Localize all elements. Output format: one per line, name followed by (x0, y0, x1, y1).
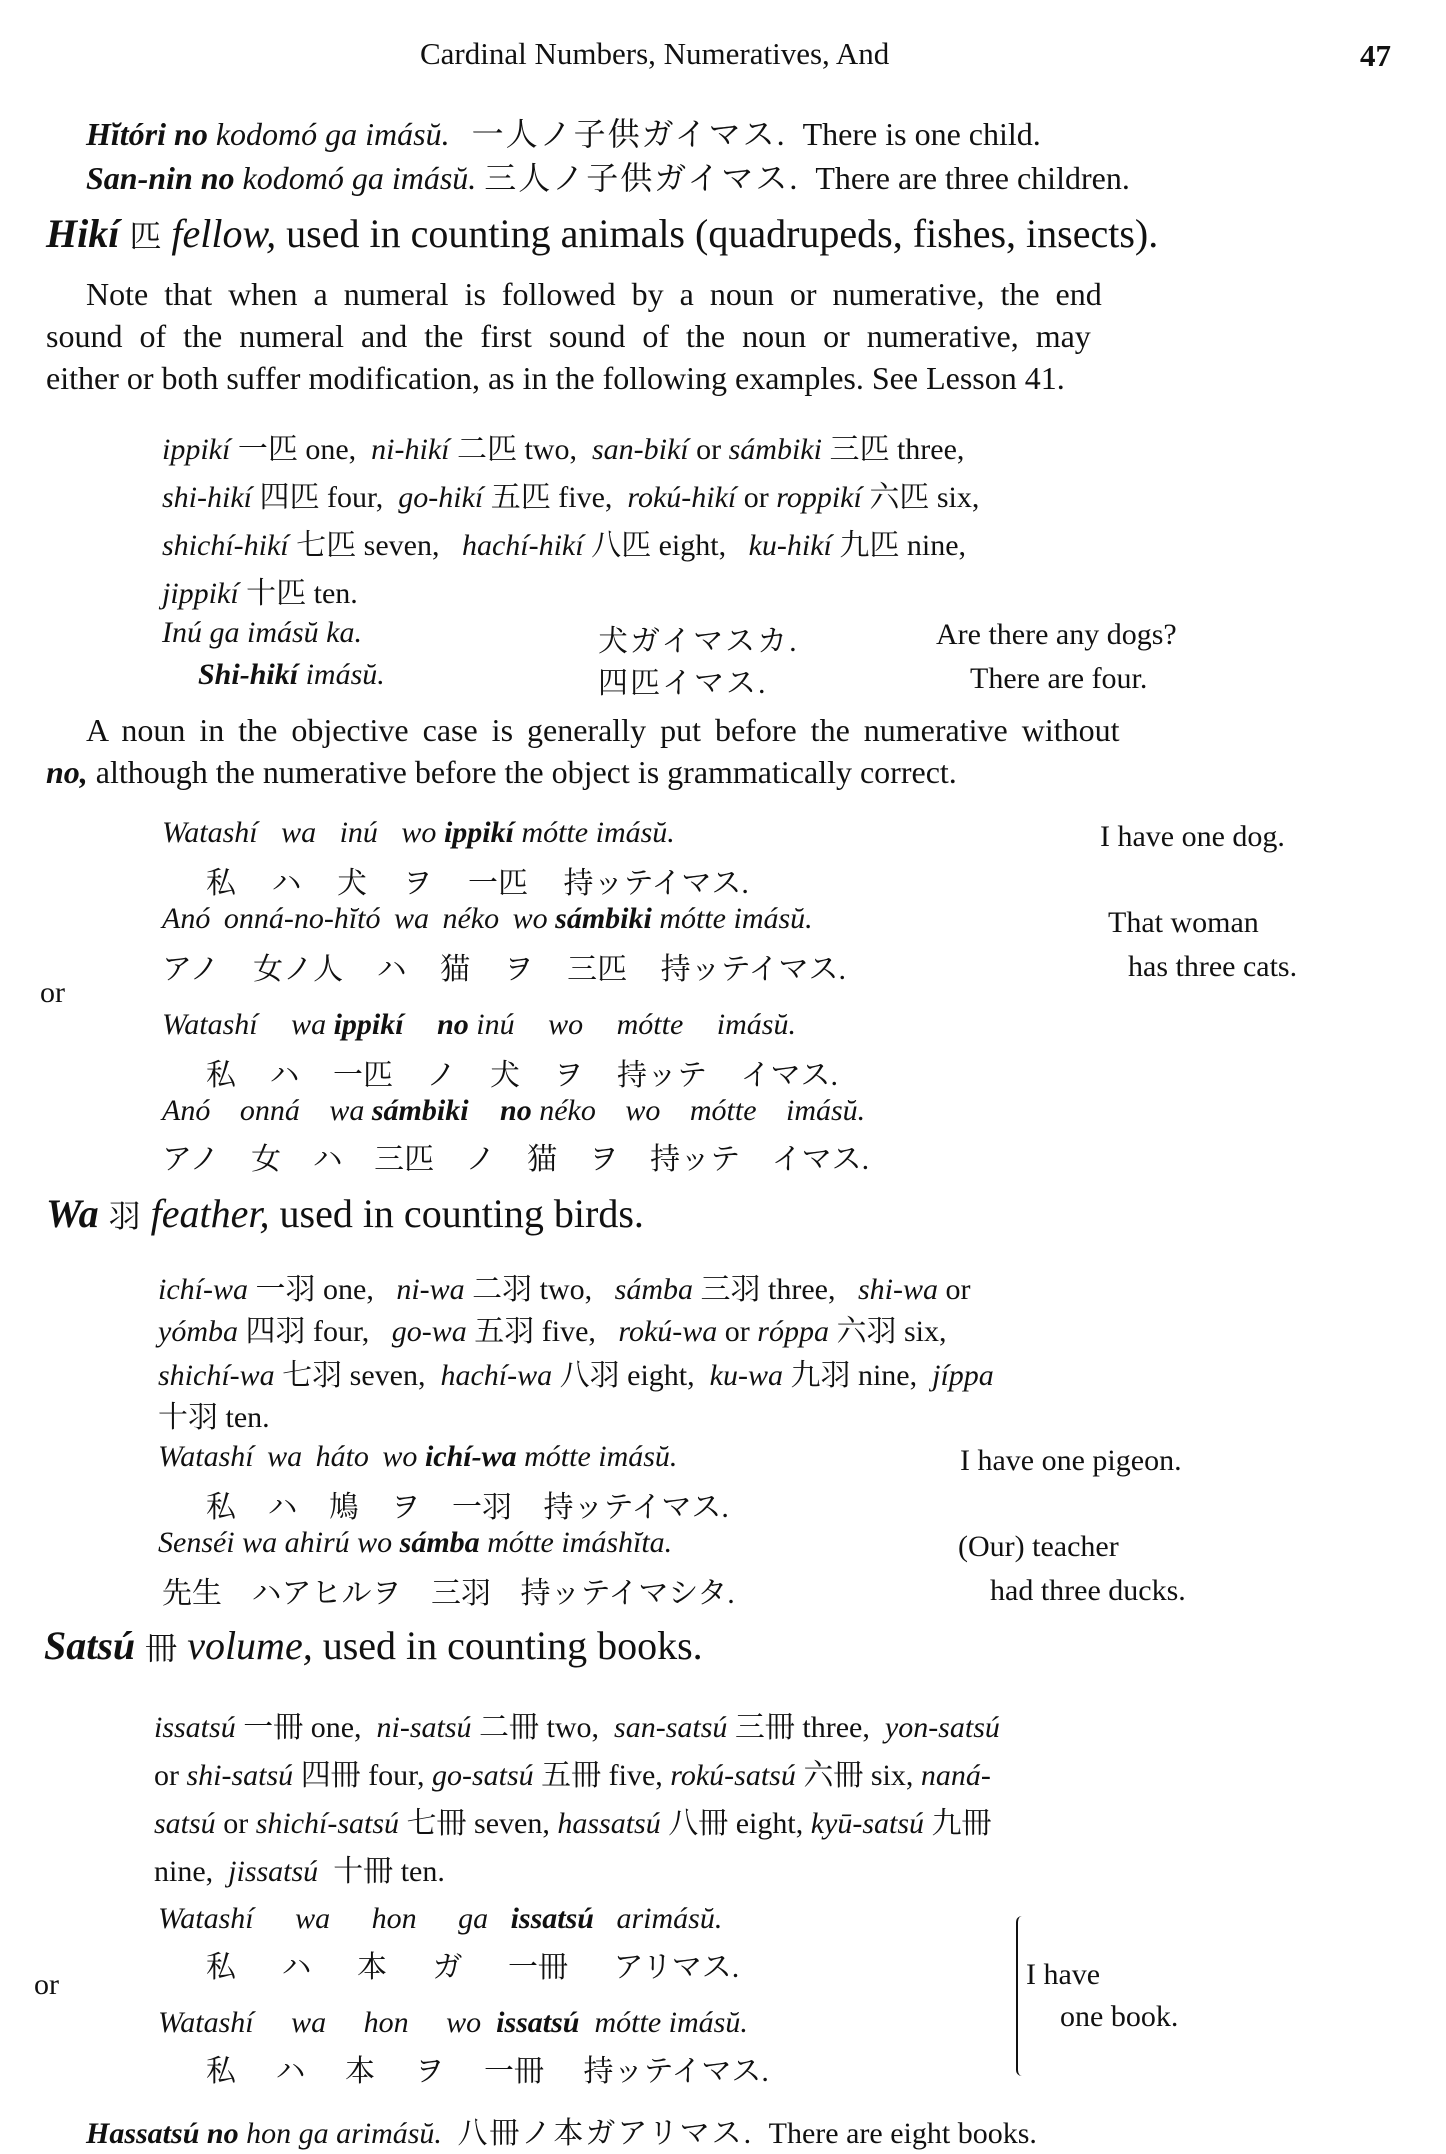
satsu-english-2: one book. (1060, 2000, 1179, 2033)
satsu-l2-1-k: 五冊 (541, 1759, 602, 1792)
wa-e2_a: Senséi wa ahirú wo (158, 1526, 393, 1559)
wa-row2-1-r: go-wa (391, 1315, 467, 1348)
satsu-final-line (86, 2108, 1037, 2152)
wa-row1-2-k: 三羽 (700, 1273, 761, 1306)
satsu-l2-0-r: shi-satsú (186, 1759, 294, 1792)
satsu-l2_or: or (154, 1759, 179, 1792)
dog-question-english: Are there any dogs? (936, 618, 1177, 651)
hiki-para-1: Note that when a numeral is followed by a noun or numerative, the end (86, 276, 1102, 312)
wa-count-row-4 (158, 1392, 270, 1436)
satsu-l3_a: satsú (154, 1807, 216, 1840)
satsu-l1-0-k: 一冊 (243, 1711, 304, 1744)
satsu-l3-1-e: eight, (735, 1807, 804, 1840)
satsu-l2-1-r: go-satsú (431, 1759, 534, 1792)
wa-e1_a: Watashí wa háto wo (158, 1440, 418, 1473)
wa-row3-2-k: 九羽 (790, 1359, 851, 1392)
satsu-l3-1-k: 八冊 (668, 1807, 729, 1840)
satsu-l2-1-e: five, (608, 1759, 663, 1792)
wa-example-2 (158, 1526, 672, 1560)
hiki-example-4-kana: アノ 女 ハ 三匹 ノ 猫 ヲ 持ッテ イマス. (162, 1143, 870, 1176)
hiki-c10k: 十匹 (246, 577, 307, 610)
wa-head: Wa (46, 1191, 99, 1236)
wa-row1-3-e: or (945, 1273, 971, 1306)
hiki-c6: rokú-hikí (627, 481, 737, 514)
hiki-example-1-kana: 私 ハ 犬 ヲ 一匹 持ッテイマス. (206, 867, 749, 900)
wa-e2_b: sámba (399, 1526, 480, 1559)
intro-1-kana: 一人ノ子供ガイマス. (471, 116, 787, 152)
hiki-example-2 (162, 902, 813, 936)
satsu-l3-2-k: 九冊 (931, 1807, 992, 1840)
hiki-example-2-kana: アノ 女ノ人 ハ 猫 ヲ 三匹 持ッテイマス. (162, 953, 846, 986)
hiki-c7k: 七匹 (296, 529, 357, 562)
satsu-l4_a: nine, (154, 1855, 214, 1888)
hiki-example-4 (162, 1094, 865, 1128)
satsu-l1-1-r: ni-satsú (376, 1711, 472, 1744)
hiki-e1_b: ippikí (443, 816, 514, 849)
hiki-example-1 (162, 816, 675, 850)
wa-row2-2-r: rokú-wa (618, 1315, 718, 1348)
wa-row3-1-k: 八羽 (559, 1359, 620, 1392)
hiki-c8e: eight, (658, 529, 727, 562)
hiki-e4_a: Anó onná wa (162, 1094, 365, 1127)
satsu-example-2 (158, 2006, 748, 2040)
satsu-example-2-kana: 私 ハ 本 ヲ 一冊 持ッテイマス. (206, 2055, 769, 2088)
wa-row1-2-r: sámba (614, 1273, 694, 1306)
wa-row4_k: 十羽 (158, 1401, 218, 1434)
satsu-l3-2-r: kyū-satsú (810, 1807, 925, 1840)
wa-example-1 (158, 1440, 677, 1474)
hiki-c8: hachí-hikí (461, 529, 584, 562)
wa-row3-1-e: eight, (627, 1359, 695, 1392)
satsu-rest: used in counting books. (322, 1623, 703, 1668)
wa-row3-0-k: 七羽 (282, 1359, 343, 1392)
page-number: 47 (1360, 38, 1391, 73)
wa-kanji: 羽 (108, 1198, 141, 1234)
wa-row2-0-k: 四羽 (245, 1315, 306, 1348)
wa-row1-1-k: 二羽 (472, 1273, 533, 1306)
hiki-c9e: nine, (906, 529, 967, 562)
wa-e1_c: mótte imásŭ. (524, 1440, 678, 1473)
dog-question-kana: 犬ガイマスカ. (598, 625, 799, 658)
hiki-c6k: 六匹 (869, 481, 930, 514)
satsu-f_en: There are eight books. (768, 2117, 1037, 2150)
satsu-l2-2-k: 六冊 (803, 1759, 864, 1792)
dog-answer-english: There are four. (970, 662, 1148, 695)
hiki-para-2: sound of the numeral and the first sound of the noun or numerative, may (46, 318, 1091, 354)
hiki-e3_a: Watashí wa (162, 1008, 327, 1041)
wa-e1_b: ichí-wa (424, 1440, 517, 1473)
hiki-e4_b: sámbiki no (371, 1094, 532, 1127)
satsu-l1-2-e: three, (802, 1711, 870, 1744)
wa-row3-2-e: nine, (857, 1359, 918, 1392)
dog-answer-kana: 四匹イマス. (598, 667, 768, 700)
wa-count-row-3 (158, 1350, 994, 1394)
hiki-kanji: 匹 (129, 218, 162, 254)
intro-1-bold: Hĭtóri no (86, 116, 208, 152)
hiki-c5e: five, (558, 481, 613, 514)
hiki-para-3: either or both suffer modification, as in the following examples. See Lesson 41. (46, 360, 1065, 396)
satsu-l4_e: ten. (400, 1855, 445, 1888)
hiki-e2_c: mótte imásŭ. (659, 902, 813, 935)
hiki-c3b: sámbiki (728, 433, 822, 466)
intro-1-romaji: kodomó ga imásŭ. (215, 116, 450, 152)
satsu-l4_k: 十冊 (333, 1855, 394, 1888)
hiki-c10: jippikí (162, 577, 239, 610)
intro-2-bold: San-nin no (86, 160, 235, 196)
brace (1016, 1916, 1028, 2076)
hiki-c5k: 五匹 (490, 481, 551, 514)
satsu-ital: volume, (187, 1623, 313, 1668)
wa-row1-3-r: shi-wa (857, 1273, 938, 1306)
wa-row2-0-e: four, (312, 1315, 370, 1348)
hiki-head-word: Hikí (46, 211, 120, 256)
satsu-l4_r: jissatsú (228, 1855, 319, 1888)
satsu-count-row-1 (154, 1702, 1000, 1746)
hiki-c9k: 九匹 (839, 529, 900, 562)
wa-example-2-kana: 先生 ハアヒルヲ 三羽 持ッテイマシタ. (162, 1577, 735, 1610)
wa-row2-0-r: yómba (158, 1315, 238, 1348)
hiki-count-row-1 (162, 424, 964, 468)
wa-row3-1-r: hachí-wa (440, 1359, 553, 1392)
satsu-f_kana: 八冊ノ本ガアリマス. (457, 2117, 754, 2150)
wa-row2-3-e: six, (903, 1315, 947, 1348)
satsu-l1-2-k: 三冊 (734, 1711, 795, 1744)
wa-count-row-1 (158, 1264, 971, 1308)
satsu-e2_c: mótte imásŭ. (594, 2006, 748, 2039)
hiki-e1_a: Watashí wa inú wo (162, 816, 437, 849)
dog-question-romaji: Inú ga imásŭ ka. (162, 616, 362, 649)
satsu-l1-1-k: 二冊 (479, 1711, 540, 1744)
satsu-f_ital: hon ga arimásŭ. (246, 2117, 442, 2150)
hiki-c3or: or (696, 433, 722, 466)
hiki-c4k: 四匹 (259, 481, 320, 514)
intro-2-kana: 三人ノ子供ガイマス. (484, 160, 800, 196)
satsu-l2-2-e: six, (870, 1759, 914, 1792)
hiki-c9: ku-hikí (748, 529, 832, 562)
hiki-c3e: three, (896, 433, 965, 466)
hiki-a_bold: Shi-hikí (198, 658, 299, 691)
wa-row2-1-k: 五羽 (474, 1315, 535, 1348)
wa-example-1-kana: 私 ハ 鳩 ヲ 一羽 持ッテイマス. (206, 1491, 729, 1524)
hiki-c6b: roppikí (776, 481, 862, 514)
hiki-para-5 (46, 756, 957, 788)
satsu-f_bold: Hassatsú no (86, 2117, 239, 2150)
hiki-heading (46, 210, 1158, 257)
wa-e2_c: mótte imáshĭta. (487, 1526, 673, 1559)
hiki-a_ital: imásŭ. (305, 658, 385, 691)
wa-row1-2-e: three, (768, 1273, 836, 1306)
hiki-c1: ippikí (162, 433, 231, 466)
hiki-c4: shi-hikí (162, 481, 252, 514)
hiki-e2_a: Anó onná-no-hĭtó wa néko wo (162, 902, 548, 935)
wa-row4_e: ten. (225, 1401, 270, 1434)
satsu-e2_b: issatsú (496, 2006, 580, 2039)
hiki-example-3 (162, 1008, 796, 1042)
intro-1-english: There is one child. (802, 116, 1041, 152)
hiki-c2: ni-hikí (371, 433, 450, 466)
hiki-c4e: four, (327, 481, 384, 514)
satsu-l1-0-r: issatsú (154, 1711, 236, 1744)
satsu-head: Satsú (44, 1623, 136, 1668)
wa-row1-0-k: 一羽 (255, 1273, 316, 1306)
satsu-l2-0-e: four, (368, 1759, 425, 1792)
wa-row1-1-e: two, (539, 1273, 593, 1306)
wa-row2-3-k: 六羽 (836, 1315, 897, 1348)
hiki-e4_c: néko wo mótte imásŭ. (539, 1094, 866, 1127)
hiki-c3k: 三匹 (829, 433, 890, 466)
wa-row3-0-e: seven, (349, 1359, 426, 1392)
hiki-example-2-english-2: has three cats. (1128, 950, 1298, 983)
satsu-e1_c: arimásŭ. (616, 1902, 723, 1935)
satsu-kanji: 冊 (145, 1630, 178, 1666)
hiki-count-row-2 (162, 472, 979, 516)
hiki-gloss: fellow, (171, 211, 277, 256)
satsu-heading (44, 1622, 703, 1669)
hiki-c7: shichí-hikí (162, 529, 289, 562)
hiki-c6or: or (743, 481, 769, 514)
hiki-c8k: 八匹 (591, 529, 652, 562)
hiki-count-row-3 (162, 520, 966, 564)
intro-line-1 (86, 118, 1041, 150)
wa-example-1-english: I have one pigeon. (960, 1444, 1182, 1477)
hiki-c3: san-bikí (591, 433, 689, 466)
dog-answer-romaji (198, 658, 385, 692)
wa-row3-2-r: ku-wa (709, 1359, 783, 1392)
wa-row1-0-r: ichí-wa (158, 1273, 248, 1306)
hiki-example-2-english-1: That woman (1108, 906, 1259, 939)
satsu-l3-1-r: hassatsú (557, 1807, 661, 1840)
hiki-e1_c: mótte imásŭ. (521, 816, 675, 849)
wa-heading (46, 1190, 644, 1237)
hiki-c2e: two, (524, 433, 577, 466)
wa-row1-1-r: ni-wa (396, 1273, 465, 1306)
hiki-c7e: seven, (363, 529, 440, 562)
satsu-e1_a: Watashí wa hon ga (158, 1902, 489, 1935)
hiki-count-row-4 (162, 568, 358, 612)
satsu-e1_b: issatsú (510, 1902, 594, 1935)
intro-2-english: There are three children. (815, 160, 1130, 196)
wa-count-row-2 (158, 1306, 947, 1350)
satsu-l2-0-k: 四冊 (300, 1759, 361, 1792)
hiki-para5: although the numerative before the object is grammatically correct. (95, 754, 957, 790)
satsu-example-1 (158, 1902, 722, 1936)
hiki-c6e: six, (936, 481, 980, 514)
hiki-c5: go-hikí (398, 481, 484, 514)
running-title: Cardinal Numbers, Numeratives, And (420, 36, 890, 71)
intro-2-romaji: kodomó ga imásŭ. (242, 160, 477, 196)
hiki-e2_b: sámbiki (555, 902, 652, 935)
or-label-2: or (34, 1968, 59, 2001)
hiki-example-1-english: I have one dog. (1100, 820, 1285, 853)
satsu-l3_or: or (223, 1807, 249, 1840)
hiki-para5_bold: no, (46, 754, 88, 790)
satsu-english-1: I have (1026, 1958, 1101, 1991)
satsu-count-row-3 (154, 1798, 992, 1842)
satsu-l1-1-e: two, (546, 1711, 600, 1744)
wa-row3-0-r: shichí-wa (158, 1359, 275, 1392)
hiki-description: used in counting animals (quadrupeds, fishes, insects). (286, 211, 1159, 256)
satsu-e2_a: Watashí wa hon wo (158, 2006, 482, 2039)
hiki-e3_b: ippikí no (333, 1008, 469, 1041)
hiki-e3_c: inú wo mótte imásŭ. (476, 1008, 796, 1041)
satsu-l1-0-e: one, (310, 1711, 362, 1744)
hiki-c10e: ten. (313, 577, 358, 610)
intro-line-2 (86, 162, 1130, 194)
hiki-c1k: 一匹 (237, 433, 298, 466)
wa-row2-1-e: five, (541, 1315, 596, 1348)
hiki-c2k: 二匹 (456, 433, 517, 466)
wa-example-2-english-2: had three ducks. (990, 1574, 1186, 1607)
wa-rest: used in counting birds. (279, 1191, 644, 1236)
satsu-l2-3-r: naná- (920, 1759, 991, 1792)
satsu-count-row-2 (154, 1750, 991, 1794)
satsu-l2-2-r: rokú-satsú (670, 1759, 796, 1792)
hiki-example-3-kana: 私 ハ 一匹 ノ 犬 ヲ 持ッテ イマス. (206, 1059, 838, 1092)
hiki-para-4: A noun in the objective case is generally put before the numerative without (86, 712, 1120, 748)
wa-row2-2-e: or (724, 1315, 750, 1348)
wa-row2-3-r: róppa (757, 1315, 829, 1348)
satsu-l1-2-r: san-satsú (614, 1711, 728, 1744)
or-label-1: or (40, 976, 65, 1009)
wa-example-2-english-1: (Our) teacher (958, 1530, 1119, 1563)
wa-ital: feather, (150, 1191, 270, 1236)
satsu-l3-0-r: shichí-satsú (255, 1807, 400, 1840)
satsu-l3-0-e: seven, (474, 1807, 550, 1840)
satsu-l1-3-r: yon-satsú (884, 1711, 1000, 1744)
wa-row1-0-e: one, (323, 1273, 374, 1306)
satsu-count-row-4 (154, 1846, 445, 1890)
hiki-c1e: one, (305, 433, 357, 466)
wa-row3-3-r: jíppa (932, 1359, 994, 1392)
satsu-example-1-kana: 私 ハ 本 ガ 一冊 アリマス. (206, 1951, 740, 1984)
satsu-l3-0-k: 七冊 (406, 1807, 467, 1840)
